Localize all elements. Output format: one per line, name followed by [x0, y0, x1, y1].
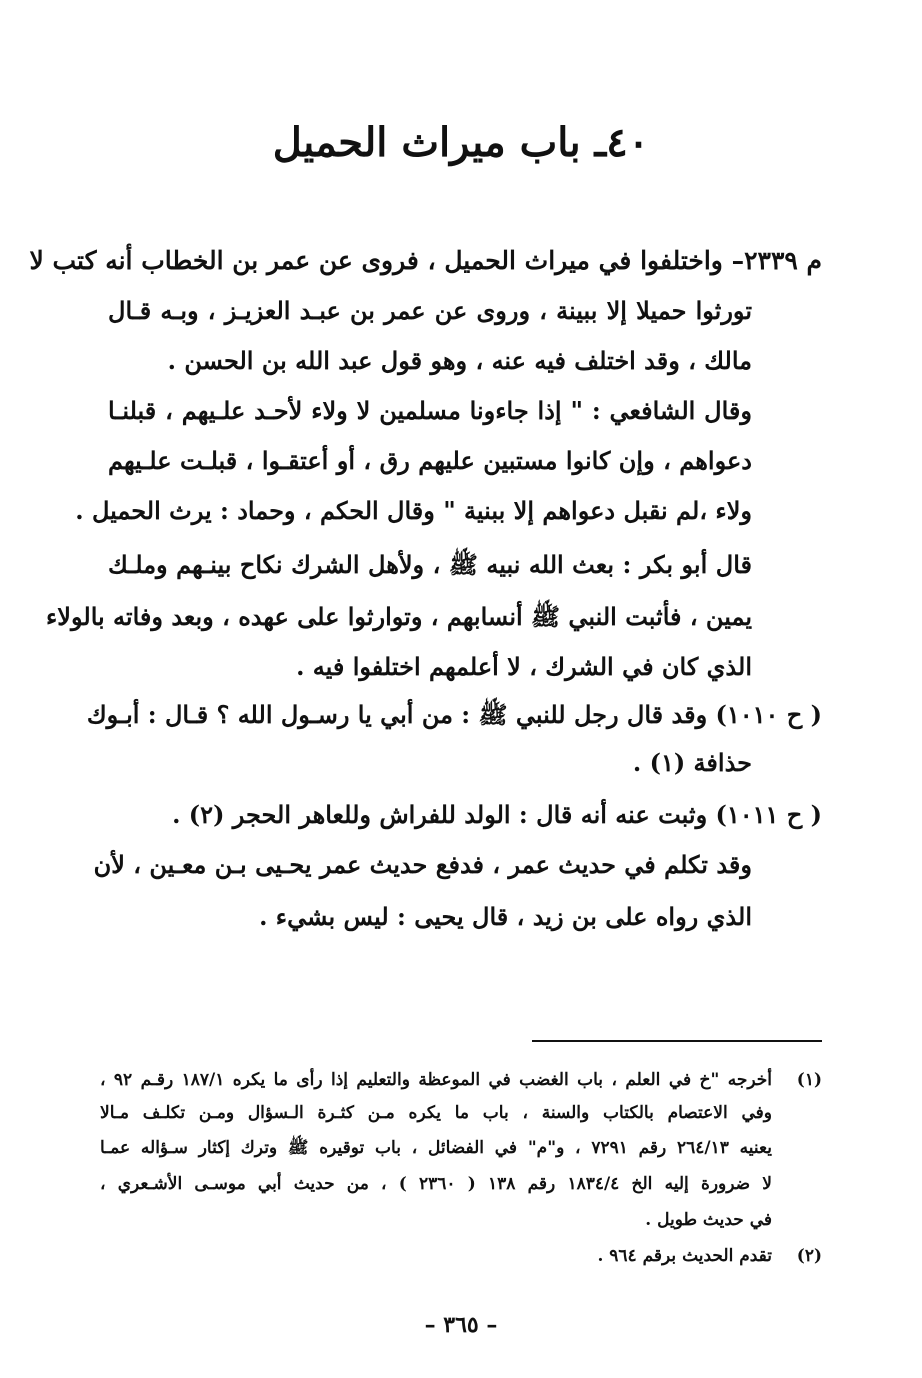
- hadith-line: ( ح ١٠١١) وثبت عنه أنه قال : الولد للفراش وللعاهر الحجر (٢) .: [172, 800, 822, 829]
- chapter-title: ٤٠ـ باب ميراث الحميل: [272, 119, 650, 166]
- body-line: تورثوا حميلا إلا ببينة ، وروى عن عمر بن عبـد العزيـز ، وبـه قـال: [108, 296, 753, 325]
- page-number: – ٣٦٥ –: [424, 1312, 498, 1338]
- footnote-line: تقدم الحديث برقم ٩٦٤ .: [597, 1246, 772, 1266]
- footnote-divider: [532, 1040, 822, 1042]
- footnote-line: وفي الاعتصام بالكتاب والسنة ، باب ما يكره مـن كثـرة الـسؤال ومـن تكلـف مـالا: [100, 1103, 772, 1123]
- footnote-line: لا ضرورة إليه الخ ١٨٣٤/٤ رقم ١٣٨ ( ٢٣٦٠ ) ، من حديث أبي موسـى الأشـعري ،: [100, 1174, 772, 1194]
- body-line: قال أبو بكر : بعث الله نبيه ﷺ ، ولأهل الشرك نكاح بينـهم وملـك: [108, 550, 752, 579]
- body-line: مالك ، وقد اختلف فيه عنه ، وهو قول عبد الله بن الحسن .: [167, 346, 752, 375]
- body-line: وقد تكلم في حديث عمر ، فدفع حديث عمر يحـيى بـن معـين ، لأن: [93, 850, 752, 879]
- body-line: وقال الشافعي : " إذا جاءونا مسلمين لا ولاء لأحـد علـيهم ، قبلنـا: [108, 396, 752, 425]
- body-line: الذي رواه على بن زيد ، قال يحيى : ليس بشيء .: [259, 902, 752, 931]
- body-line: م ٢٣٣٩– واختلفوا في ميراث الحميل ، فروى عن عمر بن الخطاب أنه كتب لا: [29, 246, 822, 275]
- footnote-number: (٢): [796, 1246, 822, 1266]
- body-line: يمين ، فأثبت النبي ﷺ أنسابهم ، وتوارثوا على عهده ، وبعد وفاته بالولاء: [46, 602, 752, 631]
- body-line: ولاء ،لم نقبل دعواهم إلا ببنية " وقال الحكم ، وحماد : يرث الحميل .: [75, 496, 752, 525]
- hadith-line: حذافة (١) .: [632, 748, 752, 777]
- footnote-number: (١): [796, 1070, 822, 1090]
- footnote-line: في حديث طويل .: [645, 1210, 772, 1230]
- hadith-line: ( ح ١٠١٠) وقد قال رجل للنبي ﷺ : من أبي يا رسـول الله ؟ قـال : أبـوك: [86, 700, 822, 729]
- footnote-line: أخرجه "خ في العلم ، باب الغضب في الموعظة والتعليم إذا رأى ما يكره ١٨٧/١ رقـم ٩٢ ،: [100, 1070, 773, 1090]
- footnote-line: يعنيه ٢٦٤/١٣ رقم ٧٢٩١ ، و"م" في الفضائل ، باب توقيره ﷺ وترك إكثار سـؤاله عمـا: [100, 1138, 772, 1158]
- body-line: الذي كان في الشرك ، لا أعلمهم اختلفوا فيه .: [296, 652, 752, 681]
- body-line: دعواهم ، وإن كانوا مستبين عليهم رق ، أو أعتقـوا ، قبلـت علـيهم: [108, 446, 752, 475]
